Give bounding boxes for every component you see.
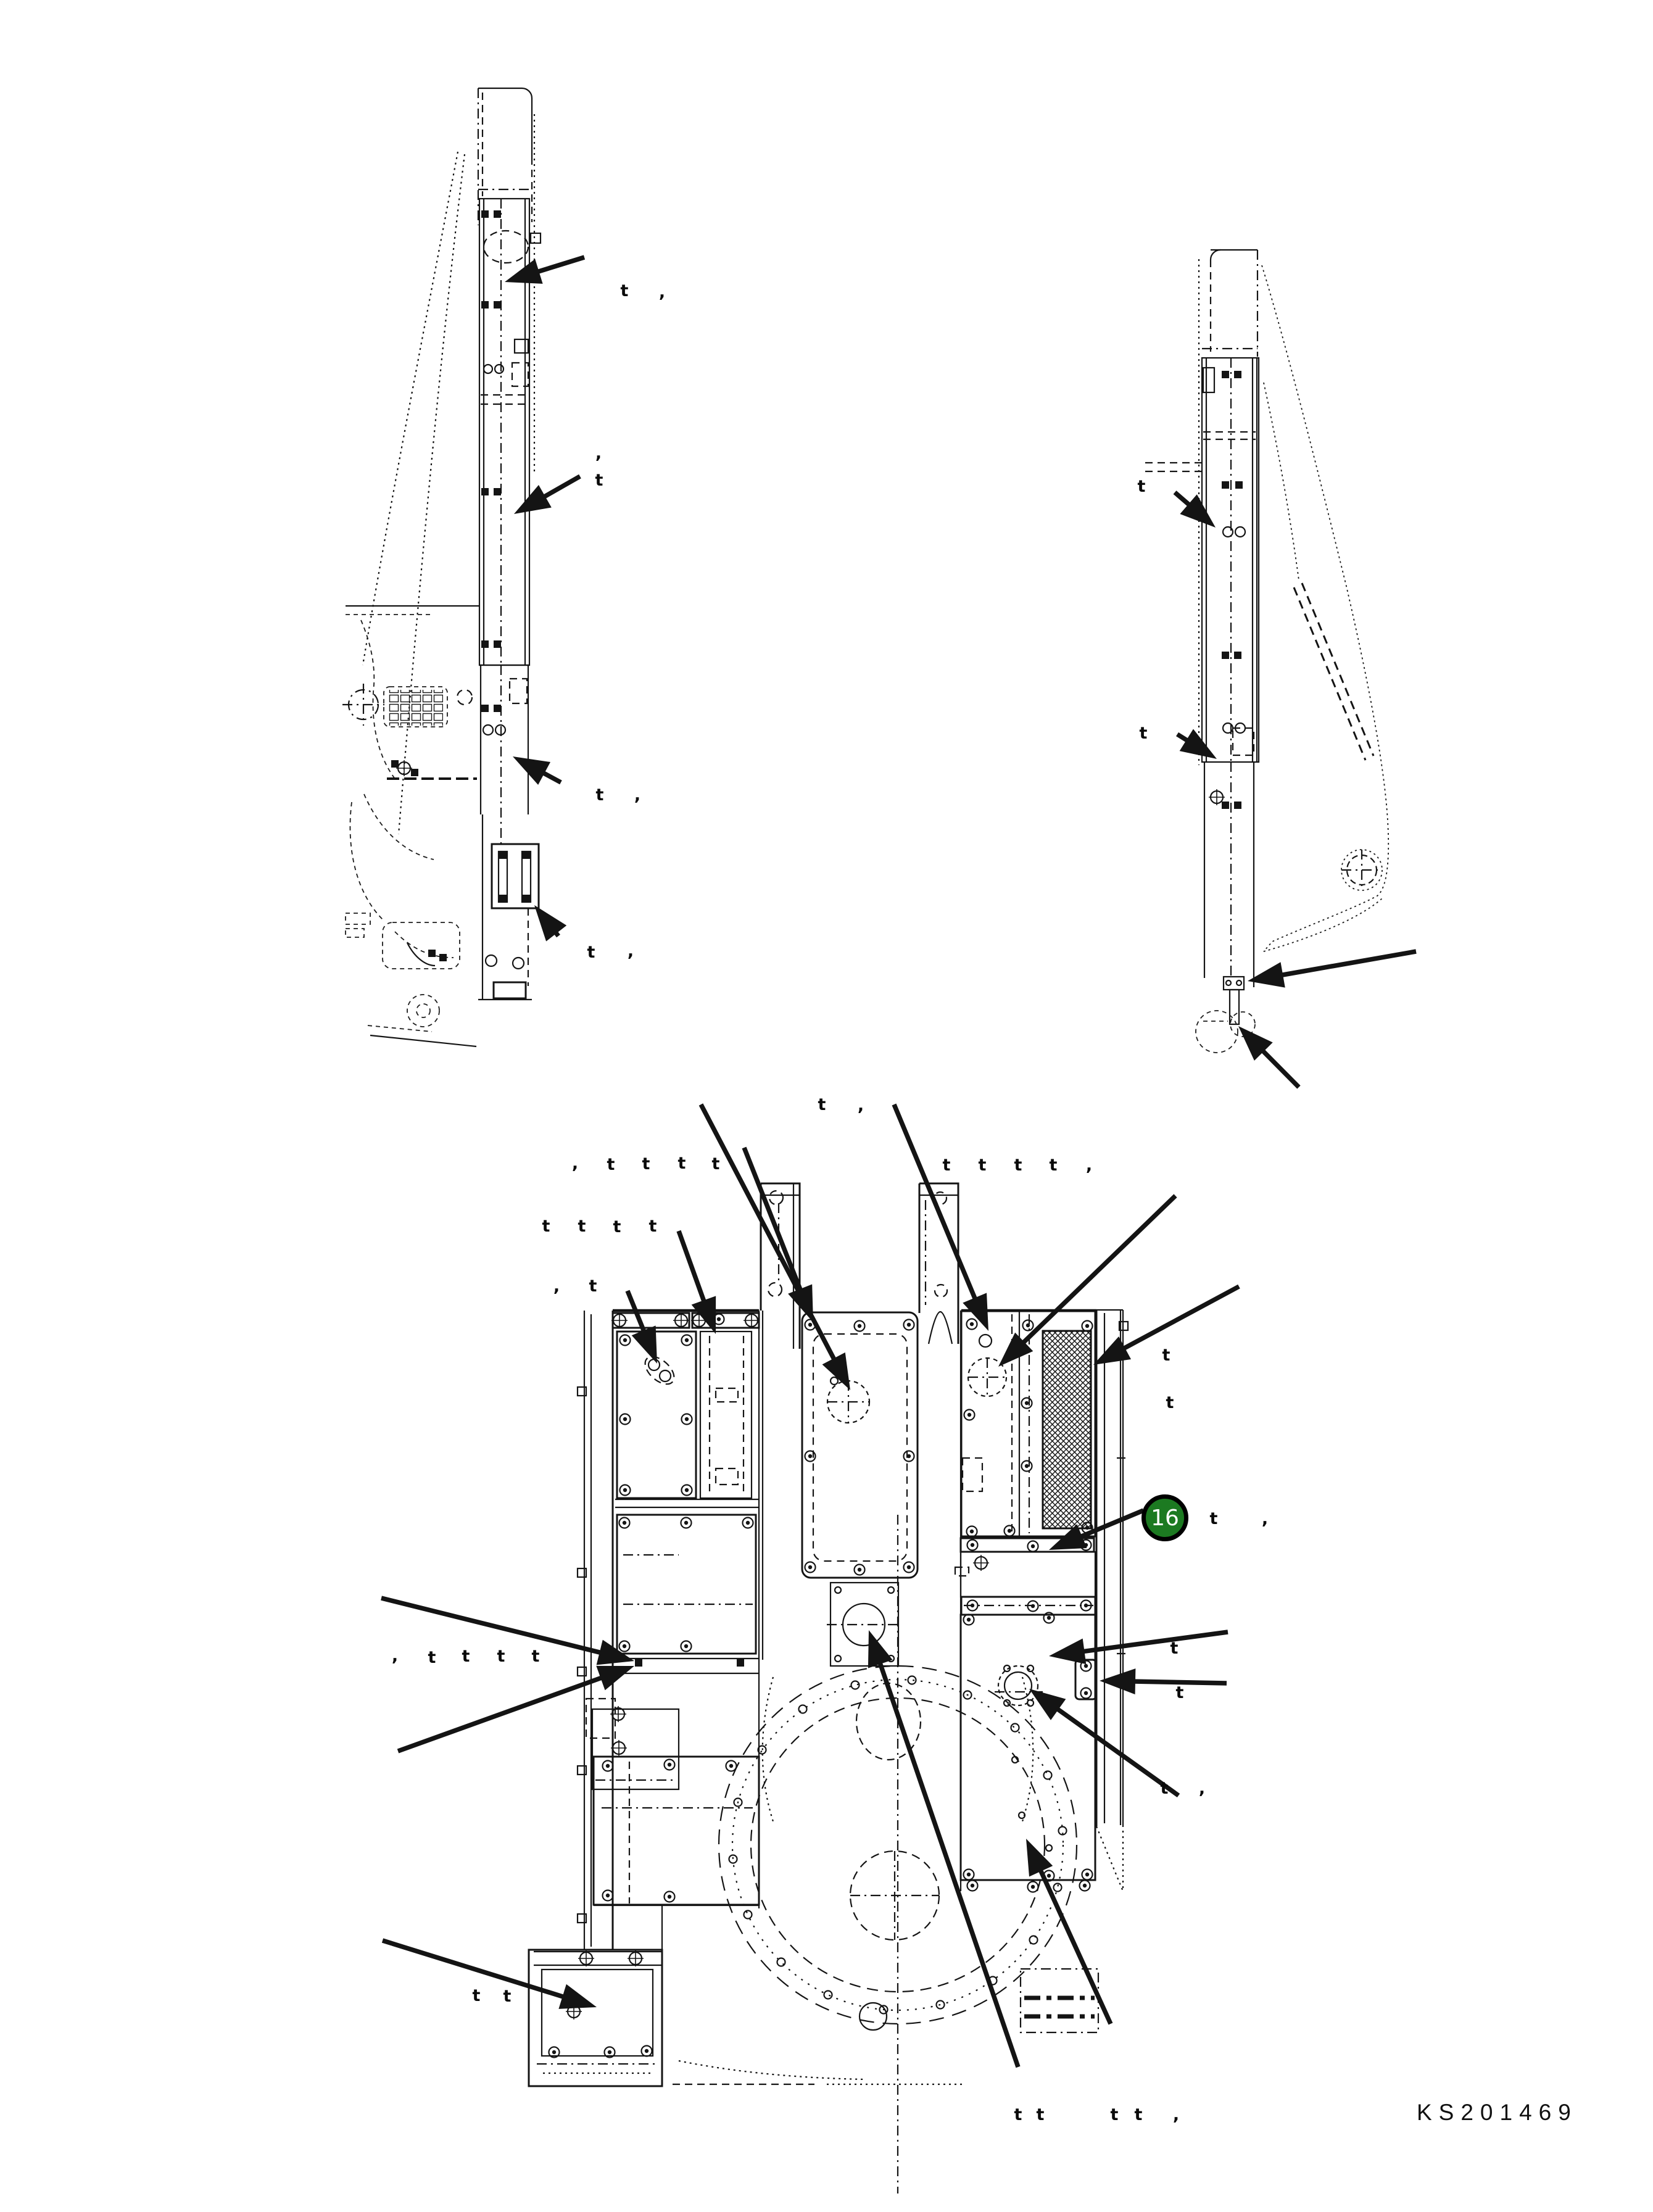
- callout-16-number: 16: [1151, 1505, 1179, 1531]
- callout-arrow: [1100, 1668, 1227, 1694]
- erased-callout-fragment: ,: [1085, 1156, 1093, 1175]
- annotation-arrows-layer: [381, 257, 1416, 2067]
- callout-arrow: [534, 905, 566, 942]
- erased-callout-fragment: t: [542, 1217, 550, 1236]
- arrowhead-icon: [1029, 1689, 1066, 1720]
- erased-callout-fragment: t: [677, 1154, 686, 1173]
- erased-callout-fragment: t: [462, 1647, 470, 1666]
- erased-callout-fragment: t: [503, 1987, 512, 2006]
- erased-callout-fragment: t: [1170, 1639, 1179, 1658]
- erased-callout-fragment: t: [1049, 1156, 1058, 1175]
- erased-callout-fragment: t: [531, 1647, 540, 1666]
- erased-callout-fragment: ,: [658, 283, 666, 302]
- callout-arrow: [744, 1148, 813, 1322]
- erased-callout-fragment: t: [1166, 1393, 1174, 1412]
- erased-callout-fragment: t: [1209, 1509, 1218, 1528]
- callout-arrow: [513, 756, 561, 785]
- callout-arrow: [514, 476, 580, 514]
- callout-arrow: [701, 1104, 850, 1390]
- arrowhead-icon: [558, 1984, 597, 2009]
- erased-callout-fragment: t: [607, 1155, 615, 1174]
- annotation-fragments-layer: [392, 281, 1268, 2124]
- callout-arrow: [381, 1598, 634, 1665]
- callout-arrow: [1049, 1632, 1228, 1664]
- erased-callout-fragment: t: [1175, 1683, 1184, 1702]
- erased-callout-fragment: t: [595, 785, 604, 805]
- erased-callout-fragment: ,: [391, 1646, 399, 1665]
- erased-callout-fragment: ,: [553, 1277, 560, 1296]
- arrowhead-icon: [514, 485, 552, 514]
- figure-plan-view: [529, 1183, 1128, 2193]
- arrowhead-icon: [1093, 1336, 1131, 1365]
- arrowhead-icon: [788, 1284, 813, 1322]
- callout-arrow: [679, 1231, 716, 1334]
- erased-callout-fragment: t: [497, 1647, 505, 1666]
- figure-side-view-left: [342, 88, 541, 1046]
- erased-callout-fragment: ,: [634, 785, 641, 805]
- erased-callout-fragment: t: [1134, 2105, 1143, 2124]
- erased-callout-fragment: t: [1160, 1779, 1169, 1798]
- erased-callout-fragment: t: [1162, 1346, 1170, 1365]
- erased-callout-fragment: t: [1139, 724, 1148, 743]
- erased-callout-fragment: ,: [627, 942, 634, 961]
- erased-callout-fragment: ,: [595, 444, 602, 463]
- erased-callout-fragment: ,: [571, 1154, 579, 1173]
- callout-arrow: [1177, 729, 1217, 759]
- erased-callout-fragment: t: [942, 1156, 951, 1175]
- callout-arrow: [1248, 951, 1416, 988]
- erased-callout-fragment: t: [613, 1217, 621, 1236]
- erased-callout-fragment: t: [1036, 2105, 1045, 2124]
- callout-16-badge: [1141, 1494, 1188, 1541]
- erased-callout-fragment: t: [1014, 2105, 1022, 2124]
- drawing-code: KS201469: [1417, 2100, 1578, 2125]
- erased-callout-fragment: t: [587, 943, 595, 962]
- erased-callout-fragment: t: [711, 1154, 720, 1174]
- erased-callout-fragment: t: [648, 1217, 657, 1236]
- erased-callout-fragment: t: [1110, 2105, 1119, 2124]
- callout-arrow: [383, 1941, 597, 2009]
- erased-callout-fragment: ,: [857, 1096, 864, 1115]
- arrowhead-icon: [868, 1630, 893, 1668]
- erased-callout-fragment: t: [818, 1095, 826, 1114]
- erased-callout-fragment: t: [620, 281, 629, 300]
- figure-side-view-right: [1145, 250, 1388, 1053]
- callout-arrow: [894, 1104, 988, 1331]
- erased-callout-fragment: t: [978, 1156, 987, 1175]
- erased-callout-fragment: t: [1137, 477, 1146, 496]
- erased-callout-fragment: t: [428, 1648, 436, 1667]
- callout-arrow: [1175, 492, 1216, 528]
- erased-callout-fragment: ,: [1198, 1779, 1206, 1798]
- erased-callout-fragment: t: [595, 471, 603, 490]
- erased-callout-fragment: t: [642, 1154, 650, 1174]
- callout-arrow: [1238, 1026, 1299, 1087]
- erased-callout-fragment: t: [589, 1277, 597, 1296]
- arrowhead-icon: [1049, 1638, 1086, 1664]
- arrowhead-icon: [596, 1666, 634, 1691]
- arrowhead-icon: [513, 756, 550, 785]
- erased-callout-fragment: t: [472, 1986, 481, 2005]
- arrowhead-icon: [534, 905, 566, 942]
- erased-callout-fragment: ,: [1172, 2105, 1180, 2124]
- arrowhead-icon: [1180, 729, 1217, 759]
- erased-callout-fragment: t: [578, 1217, 586, 1236]
- erased-callout-fragment: ,: [1261, 1509, 1269, 1528]
- erased-callout-fragment: t: [1014, 1156, 1022, 1175]
